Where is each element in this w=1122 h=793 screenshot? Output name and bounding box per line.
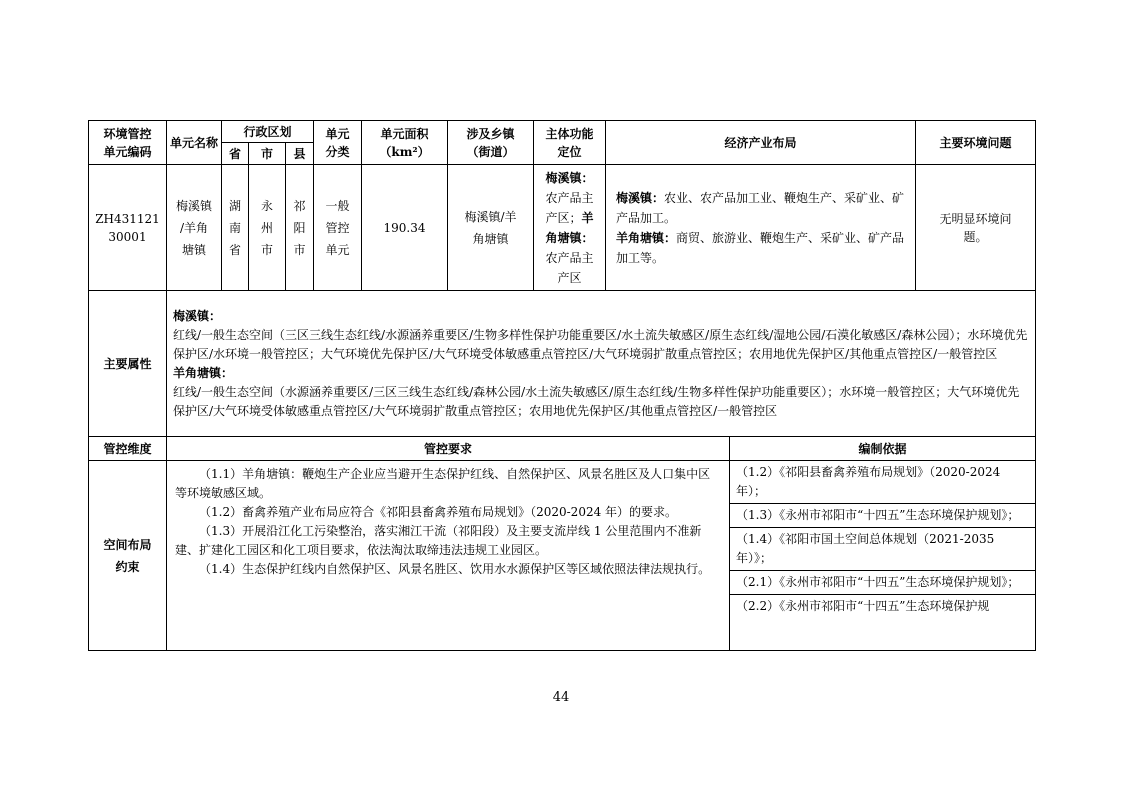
header-unit-code: 环境管控 单元编码 xyxy=(89,121,167,165)
economy-head-yangjiao: 羊角塘镇： xyxy=(616,230,677,245)
unit-function xyxy=(534,165,606,291)
economy-body-yangjiao: 商贸、旅游业、鞭炮生产、采矿业、矿产品加工等。 xyxy=(616,230,905,265)
unit-env-issue: 无明显环境问题。 xyxy=(916,165,1036,291)
unit-province: 湖南省 xyxy=(222,165,249,291)
attributes-label: 主要属性 xyxy=(89,291,167,437)
header-economy: 经济产业布局 xyxy=(606,121,916,165)
spatial-label: 空间布局 约束 xyxy=(89,461,167,651)
requirement-item: （1.3）开展沿江化工污染整治，落实湘江干流（祁阳段）及主要支流岸线 1 公里范围内不准新建、扩建化工园区和化工项目要求，依法淘汰取缔违法违规工业园区。 xyxy=(175,524,702,557)
basis-item: （2.2）《永州市祁阳市“十四五”生态环境保护规 xyxy=(736,599,990,613)
header-env-issue: 主要环境问题 xyxy=(916,121,1036,165)
header-unit-name: 单元名称 xyxy=(167,121,222,165)
requirement-item: （1.2）畜禽养殖产业布局应符合《祁阳县畜禽养殖布局规划》（2020-2024 年）的要求。 xyxy=(199,505,678,519)
function-body-meixi: 农产品主 产区； xyxy=(545,190,594,225)
attributes-body-meixi: 红线/一般生态空间（三区三线生态红线/水源涵养重要区/生物多样性保护功能重要区/水土流失敏感区/原生态红线/湿地公园/石漠化敏感区/森林公园）；水环境优先保护区/水环境一般管控区；大气环境优先保护区/大气环境受体敏感重点管控区/大气环境弱扩散重点管控区；农用地优先保护区/其他重点管控区/一般管控区 xyxy=(173,327,1028,361)
attributes-body-yangjiao: 红线/一般生态空间（水源涵养重要区/三区三线生态红线/森林公园/水土流失敏感区/原生态红线/生物多样性保护功能重要区）；水环境一般管控区；大气环境优先保护区/大气环境受体敏感重点管控区/大气环境弱扩散重点管控区；农用地优先保护区/其他重点管控区/一般管控区 xyxy=(173,384,1020,418)
spatial-basis xyxy=(730,461,1036,651)
unit-city: 永州市 xyxy=(249,165,286,291)
header-county: 县 xyxy=(286,143,314,165)
unit-economy xyxy=(606,165,916,291)
control-requirement-header: 管控要求 xyxy=(167,437,730,461)
unit-towns: 梅溪镇/羊 角塘镇 xyxy=(448,165,534,291)
header-area: 单元面积 （km²） xyxy=(362,121,448,165)
unit-county: 祁阳市 xyxy=(286,165,314,291)
basis-item: （2.1）《永州市祁阳市“十四五”生态环境保护规划》； xyxy=(730,571,1035,595)
economy-meixi xyxy=(616,188,905,228)
requirement-item: （1.4）生态保护红线内自然保护区、风景名胜区、饮用水水源保护区等区域依照法律法规执行。 xyxy=(199,562,711,576)
control-basis-header: 编制依据 xyxy=(730,437,1036,461)
function-head-yangjiao-start: 羊 xyxy=(581,210,594,225)
function-body-meixi-wrap xyxy=(534,188,605,228)
header-city: 市 xyxy=(249,143,286,165)
document-page xyxy=(88,120,1035,651)
attributes-head-yangjiao: 羊角塘镇： xyxy=(173,365,234,380)
spatial-requirements xyxy=(167,461,730,651)
economy-head-meixi: 梅溪镇： xyxy=(616,190,665,205)
control-dimension-header: 管控维度 xyxy=(89,437,167,461)
header-towns: 涉及乡镇 （街道） xyxy=(448,121,534,165)
unit-code: ZH431121 30001 xyxy=(89,165,167,291)
attributes-head-meixi: 梅溪镇： xyxy=(173,308,222,323)
economy-yangjiao xyxy=(616,228,905,268)
function-body-yangjiao: 农产品主 产区 xyxy=(545,250,594,285)
attributes-content xyxy=(167,291,1036,437)
unit-area: 190.34 xyxy=(362,165,448,291)
header-function: 主体功能 定位 xyxy=(534,121,606,165)
control-unit-table xyxy=(88,120,1036,651)
header-province: 省 xyxy=(222,143,249,165)
basis-item: （1.3）《永州市祁阳市“十四五”生态环境保护规划》； xyxy=(730,504,1035,528)
header-unit-type: 单元 分类 xyxy=(314,121,362,165)
page-number: 44 xyxy=(552,690,570,705)
function-head-yangjiao: 角塘镇： xyxy=(545,230,594,245)
unit-type: 一般管控单元 xyxy=(314,165,362,291)
unit-name: 梅溪镇 /羊角 塘镇 xyxy=(167,165,222,291)
basis-item: （1.4）《祁阳市国土空间总体规划（2021-2035年）》； xyxy=(730,528,1035,571)
header-admin-division: 行政区划 xyxy=(222,121,314,143)
function-head-meixi: 梅溪镇： xyxy=(545,170,594,185)
requirement-item: （1.1）羊角塘镇：鞭炮生产企业应当避开生态保护红线、自然保护区、风景名胜区及人口集中区等环境敏感区域。 xyxy=(175,467,711,500)
economy-body-meixi: 农业、农产品加工业、鞭炮生产、采矿业、矿产品加工。 xyxy=(616,190,905,225)
basis-item: （1.2）《祁阳县畜禽养殖布局规划》（2020-2024年）； xyxy=(730,461,1035,504)
